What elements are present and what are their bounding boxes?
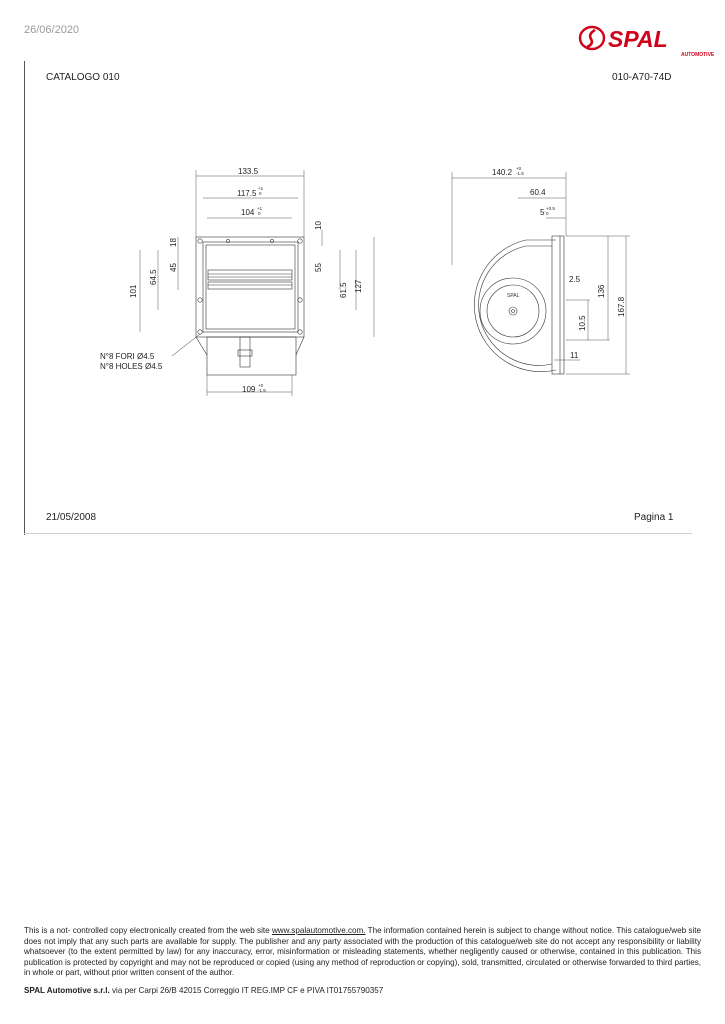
catalog-label: CATALOGO 010 bbox=[46, 72, 120, 83]
disclaimer bbox=[24, 926, 701, 979]
frame-left-rule bbox=[24, 61, 25, 535]
company-info bbox=[24, 986, 383, 995]
dim-127: 127 bbox=[354, 279, 363, 293]
side-view-motor-label: SPAL bbox=[507, 293, 520, 299]
spal-logo-tagline: AUTOMOTIVE bbox=[681, 52, 715, 58]
dim-117-5-tol-minus: 0 bbox=[259, 191, 262, 196]
spal-logo-icon bbox=[580, 27, 604, 49]
dim-109: 109 bbox=[242, 385, 256, 394]
dim-55: 55 bbox=[314, 263, 323, 272]
technical-drawing bbox=[90, 155, 650, 415]
dim-2-5: 2.5 bbox=[569, 275, 581, 284]
dim-10: 10 bbox=[314, 221, 323, 230]
issue-date: 21/05/2008 bbox=[46, 512, 97, 523]
dim-117-5: 117.5 bbox=[237, 189, 257, 198]
dim-5-tol-plus: +0.5 bbox=[546, 206, 555, 211]
side-view-scroll bbox=[474, 240, 556, 372]
dim-140-2: 140.2 bbox=[492, 168, 513, 177]
dim-140-2-tol-minus: -1.5 bbox=[516, 171, 524, 176]
dim-136: 136 bbox=[597, 284, 606, 298]
dim-10-5: 10.5 bbox=[578, 315, 587, 331]
dim-18: 18 bbox=[169, 238, 178, 247]
dim-60-4: 60.4 bbox=[530, 188, 546, 197]
holes-note-en: N°8 HOLES Ø4.5 bbox=[100, 362, 163, 371]
dim-104: 104 bbox=[241, 208, 255, 217]
dim-101: 101 bbox=[129, 284, 138, 298]
spal-logo bbox=[578, 22, 715, 58]
side-view bbox=[474, 236, 564, 374]
dim-11: 11 bbox=[570, 351, 579, 360]
dim-104-tol-plus: +1 bbox=[257, 206, 263, 211]
dim-133-5: 133.5 bbox=[238, 167, 259, 176]
side-view-motor bbox=[480, 278, 546, 344]
dim-64-5: 64.5 bbox=[149, 269, 158, 285]
website-link[interactable]: www.spalautomotive.com. bbox=[271, 926, 366, 935]
frame-bottom-rule bbox=[24, 533, 692, 534]
dim-5: 5 bbox=[540, 208, 545, 217]
front-view-outlet bbox=[208, 270, 292, 280]
disclaimer-part1: This is a not- controlled copy electronically created from the web site bbox=[24, 926, 272, 935]
dim-61-5: 61.5 bbox=[339, 282, 348, 298]
dim-109-tol-minus: -1.5 bbox=[258, 388, 266, 393]
dim-45: 45 bbox=[169, 263, 178, 272]
front-view bbox=[196, 237, 304, 375]
dim-140-2-tol-plus: +0 bbox=[516, 166, 522, 171]
page-number: Pagina 1 bbox=[634, 512, 674, 523]
dim-167-8: 167.8 bbox=[617, 296, 626, 317]
dim-109-tol-plus: +0 bbox=[258, 383, 264, 388]
front-view-labels bbox=[100, 167, 363, 394]
side-view-dimension-lines bbox=[452, 172, 630, 374]
spal-logo-wordmark: SPAL bbox=[608, 26, 668, 52]
dim-117-5-tol-plus: +1 bbox=[258, 186, 264, 191]
product-code: 010-A70-74D bbox=[612, 72, 672, 83]
print-date: 26/06/2020 bbox=[24, 24, 80, 36]
dim-5-tol-minus: 0 bbox=[546, 211, 549, 216]
company-name: SPAL Automotive s.r.l. bbox=[24, 986, 110, 995]
company-address: via per Carpi 26/B 42015 Correggio IT REG.IMP CF e PIVA IT01755790357 bbox=[109, 986, 384, 995]
disclaimer-part2: The information contained herein is subject to change without notice. This catalogue/web site does not imply that any such parts are available for supply. The publisher and any party associated with the production of this catalogue/web site do not accept any responsibility or liability whatsoever (to the extent permitted by law) for any inaccuracy, error, misinformation or misleading statements, whether negligently caused or otherwise, contained in this publication. This publication is protected by copyright and may not be reproduced or copied (using any method of reproduction or copying), sold, transmitted, circulated or otherwise forwarded to third parties, in whole or part, without prior written consent of the author. bbox=[24, 926, 701, 978]
side-view-labels bbox=[492, 166, 626, 360]
holes-note-it: N°8 FORI Ø4.5 bbox=[100, 352, 155, 361]
dim-104-tol-minus: 0 bbox=[258, 211, 261, 216]
front-view-flange bbox=[196, 237, 304, 337]
